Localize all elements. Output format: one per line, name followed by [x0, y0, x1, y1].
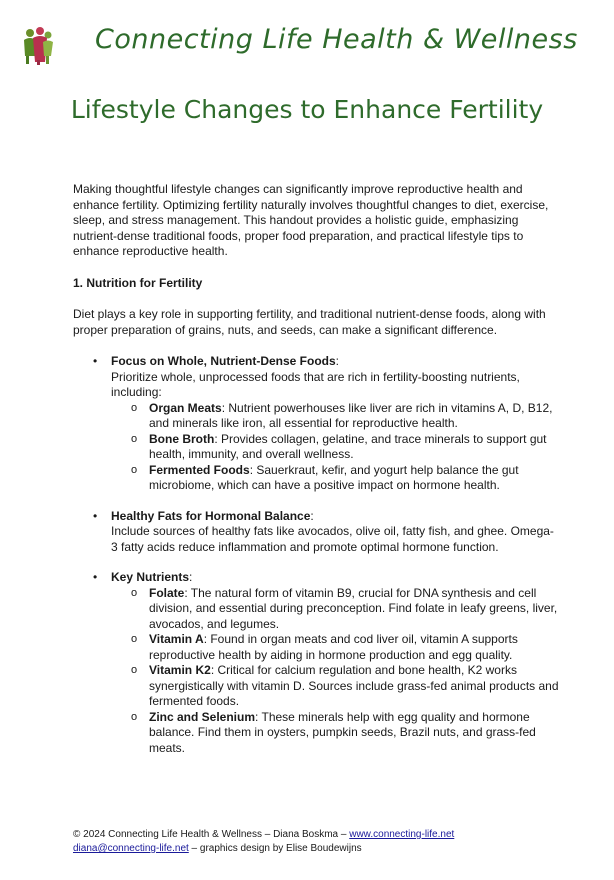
sub-item-text: : Sauerkraut, kefir, and yogurt help balance the gut microbiome, which can have a positive impact on hormone health. [149, 462, 519, 492]
circle-bullet-icon: o [131, 633, 138, 645]
item-text: Include sources of healthy fats like avocados, olive oil, fatty fish, and ghee. Omega-3 fatty acids reduce inflammation and promote optimal hormone function. [111, 524, 554, 554]
sub-list [111, 586, 559, 757]
sub-item-text: : The natural form of vitamin B9, crucial for DNA synthesis and cell division, and essential during preconception. Find folate in leafy greens, liver, avocados, and legumes. [149, 585, 558, 631]
document-body [73, 182, 559, 771]
item-colon: : [310, 508, 314, 523]
nutrition-list [73, 354, 559, 756]
brand-logo [18, 26, 58, 66]
item-title: Focus on Whole, Nutrient-Dense Foods [111, 354, 336, 368]
sub-list-item [131, 709, 559, 757]
section-heading: 1. Nutrition for Fertility [73, 275, 203, 290]
footer-copyright: © 2024 Connecting Life Health & Wellness – Diana Boskma – [73, 829, 350, 840]
list-item [93, 570, 559, 756]
sub-item-text: : Found in organ meats and cod liver oil, vitamin A supports reproductive health by aiding in hormone production and egg quality. [149, 632, 518, 662]
section-intro: Diet plays a key role in supporting fertility, and traditional nutrient-dense foods, along with proper preparation of grains, nuts, and seeds, can make a significant difference. [73, 307, 546, 337]
list-item [93, 508, 559, 556]
sub-item-text: : Provides collagen, gelatine, and trace minerals to support gut health, immunity, and overall wellness. [149, 431, 547, 461]
item-title: Key Nutrients [111, 570, 190, 584]
page-footer [73, 828, 573, 856]
sub-item-text: : These minerals help with egg quality and hormone balance. Find them in oysters, pumpkin seeds, Brazil nuts, and grass-fed meats. [149, 709, 536, 755]
item-text: Prioritize whole, unprocessed foods that are rich in fertility-boosting nutrients, including: [111, 369, 520, 399]
list-item [93, 354, 559, 494]
email-link[interactable]: diana@connecting-life.net [73, 843, 189, 854]
sub-item-title: Bone Broth [149, 431, 215, 446]
bullet-icon: • [93, 354, 98, 368]
intro-paragraph: Making thoughtful lifestyle changes can significantly improve reproductive health and enhance fertility. Optimizing fertility naturally involves thoughtful changes to diet, exercise, sleep, and stress management. This handout provides a holistic guide, emphasizing nutrient-dense traditional foods, proper food preparation, and practical lifestyle tips to enhance reproductive health. [73, 182, 549, 258]
sub-list-item [131, 400, 559, 432]
sub-item-text: : Nutrient powerhouses like liver are rich in vitamins A, D, B12, and minerals like iron, all essential for reproductive health. [149, 400, 553, 430]
sub-list-item [131, 585, 559, 633]
website-link[interactable]: www.connecting-life.net [349, 829, 455, 840]
sub-item-title: Zinc and Selenium [149, 709, 256, 724]
sub-item-text: : Critical for calcium regulation and bone health, K2 works synergistically with vitamin D. Sources include grass-fed animal products and fermented foods. [149, 663, 559, 708]
sub-list-item [131, 663, 559, 710]
sub-item-title: Vitamin A [149, 632, 204, 646]
item-colon: : [189, 570, 193, 584]
sub-list [111, 401, 559, 494]
circle-bullet-icon: o [131, 586, 138, 599]
circle-bullet-icon: o [131, 463, 138, 476]
circle-bullet-icon: o [131, 710, 138, 723]
item-colon: : [335, 354, 340, 368]
sub-item-title: Vitamin K2 [149, 663, 211, 677]
footer-credits: – graphics design by Elise Boudewijns [188, 843, 362, 854]
sub-item-title: Organ Meats [149, 400, 222, 415]
sub-item-title: Fermented Foods [149, 462, 250, 477]
sub-list-item [131, 632, 559, 663]
circle-bullet-icon: o [131, 401, 138, 414]
brand-name: Connecting Life Health & Wellness [95, 24, 578, 55]
sub-item-title: Folate [149, 585, 185, 600]
item-title: Healthy Fats for Hormonal Balance [111, 508, 311, 523]
bullet-icon: • [93, 508, 98, 523]
circle-bullet-icon: o [131, 664, 138, 676]
page-title: Lifestyle Changes to Enhance Fertility [70, 95, 544, 124]
bullet-icon: • [93, 570, 98, 584]
circle-bullet-icon: o [131, 432, 138, 445]
sub-list-item [131, 462, 559, 494]
sub-list-item [131, 431, 559, 463]
